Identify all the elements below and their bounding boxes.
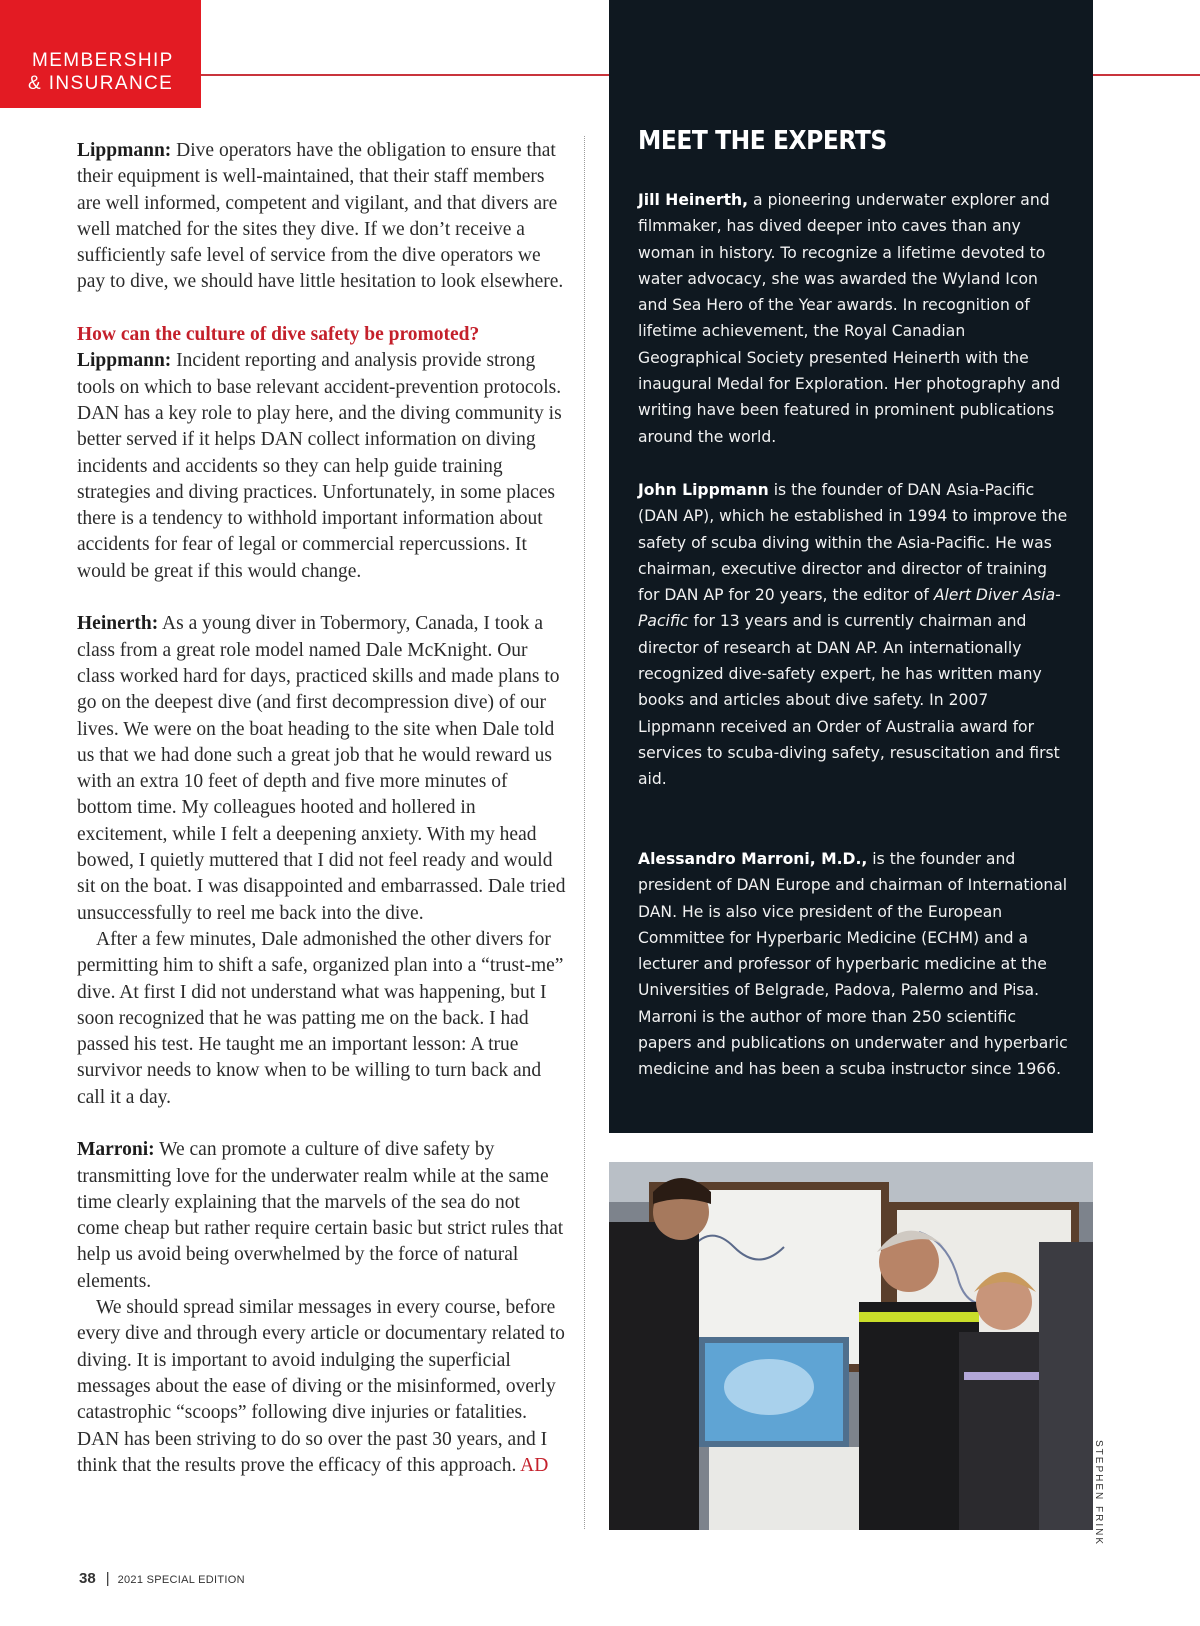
header-rule-left xyxy=(201,74,609,76)
publication-title: Alert Diver Asia-Pacific xyxy=(638,586,1061,631)
paragraph-heinerth-1 xyxy=(77,611,567,927)
photo-credit: STEPHEN FRINK xyxy=(1093,1440,1104,1547)
expert-name: John Lippmann xyxy=(638,481,769,499)
article-body xyxy=(77,138,567,1479)
paragraph-heinerth-2: After a few minutes, Dale admonished the other divers for permitting him to shift a safe, organized plan into a “trust-me” dive. At first I did not understand what was happening, but I soon recognized that he was patting me on the back. I had passed his test. He taught me an important lesson: A true survivor needs to know when to be willing to turn back and call it a day. xyxy=(77,928,564,1108)
bio-text: for 13 years and is currently chairman and director of research at DAN AP. An internationally recognized dive-safety expert, he has written many books and articles about dive safety. In 2007 Lippmann received an Order of Australia award for services to scuba-diving safety, resuscitation and first aid. xyxy=(638,612,1060,789)
paragraph-text: We can promote a culture of dive safety by transmitting love for the underwater realm while at the same time clearly explaining that the marvels of the sea do not come cheap but rather require certain basic but strict rules that help us avoid being overwhelmed by the force of natural elements. xyxy=(77,1139,564,1292)
section-tab xyxy=(0,0,201,108)
paragraph-text: Incident reporting and analysis provide strong tools on which to base relevant accident-prevention protocols. DAN has a key role to play here, and the diving community is better served if it helps DAN collect information on diving incidents and accidents so they can help guide training strategies and diving practices. Unfortunately, in some places there is a tendency to withhold important information about accidents for fear of legal or commercial repercussions. It would be great if this would change. xyxy=(77,350,562,582)
speaker-label: Marroni: xyxy=(77,1139,155,1161)
page-footer xyxy=(79,1570,245,1588)
page-number: 38 xyxy=(79,1570,96,1587)
edition-label: 2021 SPECIAL EDITION xyxy=(117,1574,245,1586)
paragraph-question xyxy=(77,322,567,585)
expert-name: Jill Heinerth, xyxy=(638,191,749,209)
section-tab-line1: MEMBERSHIP xyxy=(32,50,174,71)
paragraph-text: As a young diver in Tobermory, Canada, I took a class from a great role model named Dale McKnight. Our class worked hard for days, practiced skills and made plans to go on the deepest dive (and first decompression dive) of our lives. We were on the boat heading to the site when Dale told us that we had done such a great job that he would reward us with an extra 10 feet of depth and five more minutes of bottom time. My colleagues hooted and hollered in excitement, while I felt a deepening anxiety. With my head bowed, I quietly muttered that I did not feel ready and would sit on the boat. I was disappointed and embarrassed. Dale tried unsuccessfully to reel me back into the dive. xyxy=(77,613,566,924)
column-divider xyxy=(584,136,585,1529)
bio-text: is the founder of DAN Asia-Pacific (DAN AP), which he established in 1994 to improve the safety of scuba diving within the Asia-Pacific. He was chairman, executive director and director of training for DAN AP for 20 years, the editor of xyxy=(638,481,1068,605)
speaker-label: Lippmann: xyxy=(77,350,172,372)
photo-illustration xyxy=(609,1162,1093,1530)
interview-question: How can the culture of dive safety be promoted? xyxy=(77,324,480,346)
dive-briefing-photo xyxy=(609,1162,1093,1530)
expert-name: Alessandro Marroni, M.D., xyxy=(638,850,868,868)
speaker-label: Heinerth: xyxy=(77,613,159,635)
bio-marroni xyxy=(638,846,1068,1083)
bio-text: a pioneering underwater explorer and filmmaker, has dived deeper into caves than any woman in history. To recognize a lifetime devoted to water advocacy, she was awarded the Wyland Icon and Sea Hero of the Year awards. In recognition of lifetime achievement, the Royal Canadian Geographical Society presented Heinerth with the inaugural Medal for Exploration. Her photography and writing have been featured in prominent publications around the world. xyxy=(638,191,1061,446)
speaker-label: Lippmann: xyxy=(77,140,172,161)
paragraph-text: We should spread similar messages in every course, before every dive and through every article or documentary related to diving. It is important to avoid indulging the superficial messages about the ease of diving or the misinformed, overly catastrophic “scoops” following dive injuries or fatalities. DAN has been striving to do so over the past 30 years, and I think that the results prove the efficacy of this approach. xyxy=(77,1297,565,1476)
bio-text: is the founder and president of DAN Europe and chairman of International DAN. He is also vice president of the European Committee for Hyperbaric Medicine (ECHM) and a lecturer and professor of hyperbaric medicine at the Universities of Belgrade, Padova, Palermo and Pisa. Marroni is the author of more than 250 scientific papers and publications on underwater and hyperbaric medicine and has been a scuba instructor since 1966. xyxy=(638,850,1068,1079)
bio-heinerth xyxy=(638,187,1068,450)
experts-heading: MEET THE EXPERTS xyxy=(638,126,887,156)
header-rule-right xyxy=(1093,74,1200,76)
footer-separator: | xyxy=(105,1570,110,1587)
bio-lippmann xyxy=(638,477,1068,793)
paragraph-text: Dive operators have the obligation to ensure that their equipment is well-maintained, that their staff members are well informed, competent and vigilant, and that divers are well matched for the sites they dive. If we don’t receive a sufficiently safe level of service from the dive operators we pay to dive, we should have little hesitation to look elsewhere. xyxy=(77,140,564,293)
meet-the-experts-box xyxy=(609,0,1093,1133)
paragraph-lippmann-1 xyxy=(77,138,567,296)
paragraph-marroni-1 xyxy=(77,1137,567,1295)
paragraph-marroni-2 xyxy=(77,1295,567,1479)
section-tab-line2: & INSURANCE xyxy=(28,73,174,94)
end-mark: AD xyxy=(520,1454,549,1476)
